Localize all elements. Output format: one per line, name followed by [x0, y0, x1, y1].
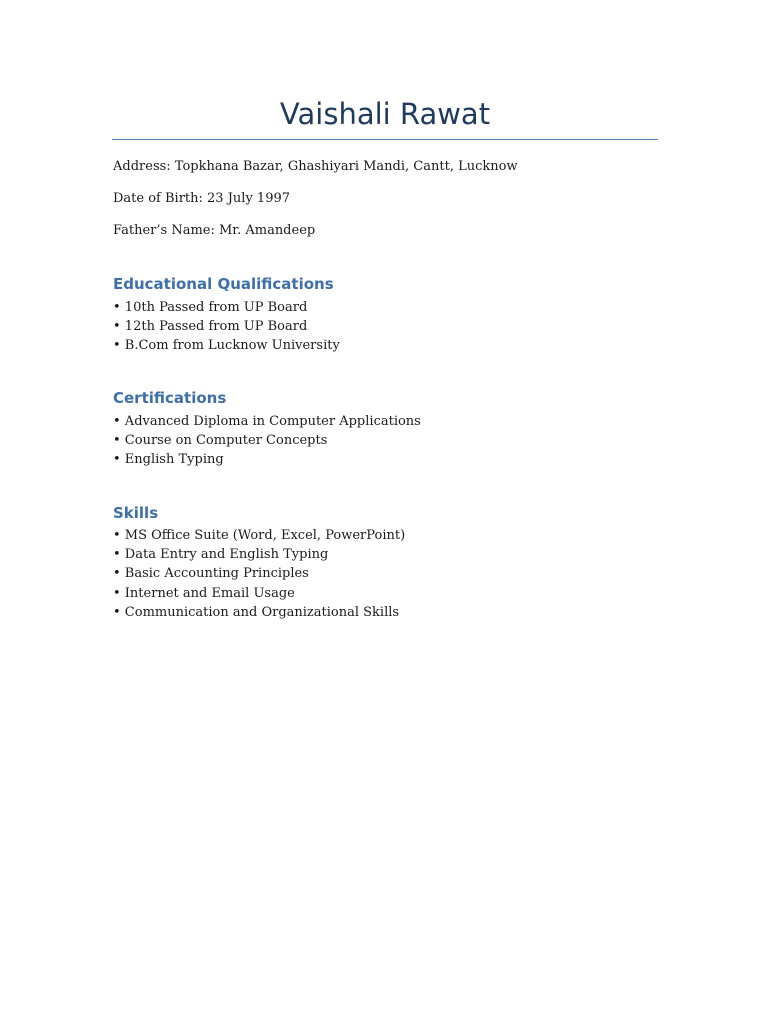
- certifications-heading: Certifications: [113, 389, 227, 407]
- certification-item: • English Typing: [113, 452, 224, 468]
- title-divider: [112, 139, 658, 140]
- resume-name-title: Vaishali Rawat: [279, 97, 491, 131]
- certification-item: • Course on Computer Concepts: [113, 433, 328, 449]
- skill-item: • Data Entry and English Typing: [113, 547, 329, 563]
- skill-item: • Internet and Email Usage: [113, 585, 295, 601]
- skill-item: • MS Office Suite (Word, Excel, PowerPoint): [113, 528, 406, 543]
- education-item: • 12th Passed from UP Board: [113, 319, 308, 335]
- skill-item: • Basic Accounting Principles: [113, 566, 309, 582]
- skills-list: [113, 526, 405, 622]
- date-of-birth-line: Date of Birth: 23 July 1997: [113, 191, 291, 206]
- fathers-name-line: Father’s Name: Mr. Amandeep: [113, 223, 316, 238]
- education-heading: Educational Qualifications: [113, 275, 334, 293]
- education-item: • 10th Passed from UP Board: [113, 300, 308, 315]
- address-line: Address: Topkhana Bazar, Ghashiyari Mandi, Cantt, Lucknow: [113, 159, 518, 174]
- skill-item: • Communication and Organizational Skills: [113, 604, 400, 620]
- certifications-list: [113, 412, 421, 470]
- education-list: [113, 298, 340, 356]
- certification-item: • Advanced Diploma in Computer Applications: [113, 414, 421, 429]
- education-item: • B.Com from Lucknow University: [113, 338, 340, 354]
- skills-heading: Skills: [113, 504, 159, 522]
